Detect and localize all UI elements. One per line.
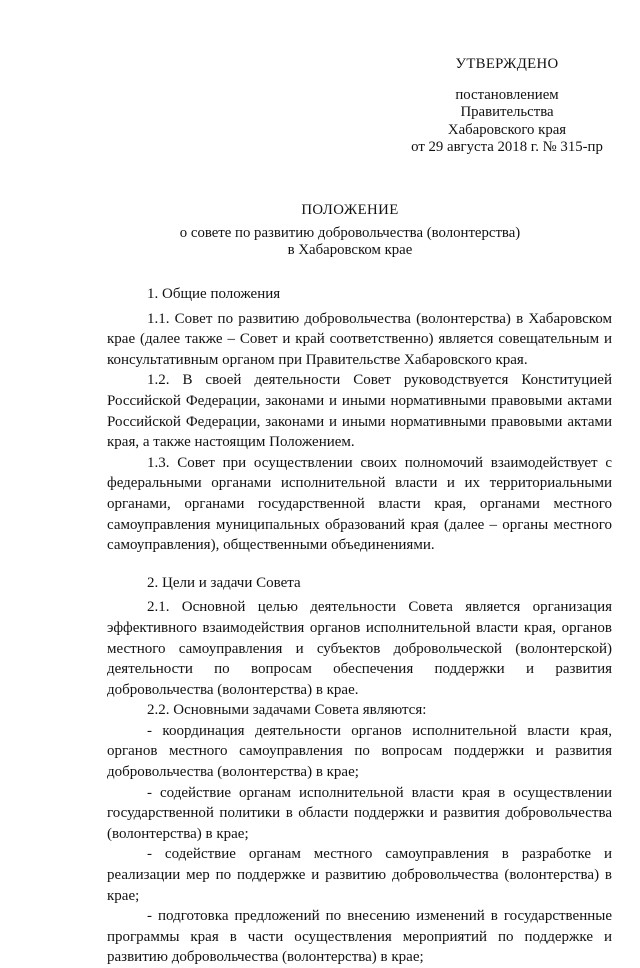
title-main: ПОЛОЖЕНИЕ (301, 202, 399, 218)
paragraph: 1.3. Совет при осуществлении своих полномочий взаимодействует с федеральными органами исполнительной власти и их территориальными органами, органами государственной власти края, органами местного самоуправления муниципальных образований края (далее – органы местного самоуправления), общественными объединениями. (107, 454, 612, 554)
paragraph: 1.2. В своей деятельности Совет руководствуется Конституцией Российской Федерации, законами и иными нормативными правовыми актами Российской Федерации, законами и иными нормативными правовыми актами края, а также настоящим Положением. (107, 372, 612, 451)
document-body (107, 284, 612, 968)
approval-stamp (398, 56, 616, 157)
approval-date: от 29 августа 2018 г. № 315-пр (411, 139, 603, 155)
document-title (100, 202, 600, 259)
approval-line: постановлением (455, 86, 559, 103)
section-heading: 2. Цели и задачи Совета (147, 574, 301, 591)
approval-heading: УТВЕРЖДЕНО (455, 56, 559, 72)
list-item: - содействие органам исполнительной власти края в осуществлении государственной политики в области поддержки и развития добровольчества (волонтерства) в крае; (107, 784, 612, 842)
paragraph: 1.1. Совет по развитию добровольчества (волонтерства) в Хабаровском крае (далее также – Совет и край соответственно) является совещательным и консультативным органом при Правительстве Хабаровского края. (107, 310, 612, 368)
title-subtitle: о совете по развитию добровольчества (волонтерства) (179, 225, 521, 241)
approval-line: Хабаровского края (447, 121, 567, 138)
paragraph: 2.2. Основными задачами Совета являются: (147, 702, 427, 719)
list-item: - координация деятельности органов исполнительной власти края, органов местного самоуправления по вопросам поддержки и развития добровольчества (волонтерства) в крае; (107, 722, 612, 781)
list-item: - подготовка предложений по внесению изменений в государственные программы края в части осуществления мероприятий по поддержке и развитию добровольчества (волонтерства) в крае; (107, 908, 612, 966)
list-item: - содействие органам местного самоуправления в разработке и реализации мер по поддержке и развитию добровольчества (волонтерства) в крае; (107, 846, 612, 904)
approval-line: Правительства (460, 104, 554, 120)
paragraph: 2.1. Основной целью деятельности Совета является организация эффективного взаимодействия органов исполнительной власти края, органов местного самоуправления и субъектов добровольческой (волонтерской) деятельности по вопросам обеспечения поддержки и развития добровольчества (волонтерства) в крае. (107, 599, 612, 698)
section-heading: 1. Общие положения (147, 286, 281, 302)
title-subtitle: в Хабаровском крае (287, 242, 413, 258)
